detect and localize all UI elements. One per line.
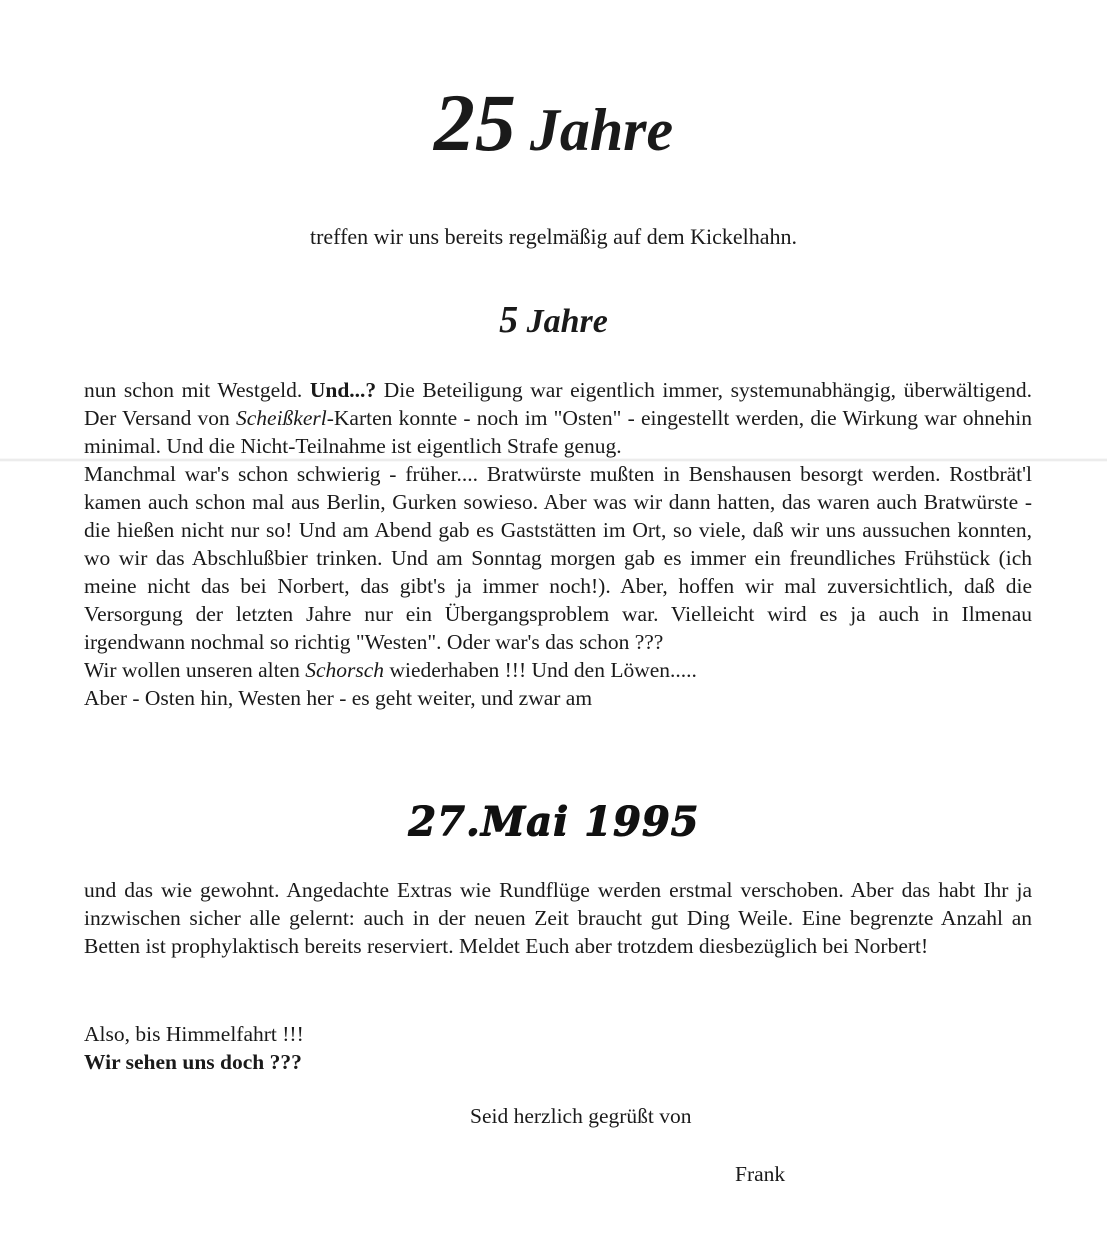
paragraph-1-text-g: Aber - Osten hin, Westen her - es geht weiter, und zwar am <box>84 686 593 710</box>
main-heading-number: 25 <box>433 77 516 168</box>
main-heading <box>0 77 1107 168</box>
paragraph-1-text-b: Die Beteiligung war eigentlich immer, systemunabhängig, überwältigend. Der Versand von <box>84 378 1032 430</box>
second-heading-number: 5 <box>499 299 519 341</box>
subtitle: treffen wir uns bereits regelmäßig auf dem Kickelhahn. <box>309 224 798 249</box>
closing-line-1: Also, bis Himmelfahrt !!! <box>84 1022 304 1046</box>
paragraph-1 <box>84 376 1032 712</box>
paragraph-1-bold-und: Und...? <box>309 378 377 402</box>
closing-line-2: Wir sehen uns doch ??? <box>84 1050 302 1074</box>
paragraph-1-italic-word: Scheißkerl <box>236 406 327 430</box>
main-heading-word: Jahre <box>529 97 674 163</box>
signature: Frank <box>735 1162 786 1186</box>
paragraph-1-italic-schorsch: Schorsch <box>305 658 385 682</box>
paragraph-1-text-d: Manchmal war's schon schwierig - früher.... Bratwürste mußten in Benshausen besorgt werden. Rostbrät'l kamen auch schon mal aus Berlin, Gurken sowieso. Aber was wir dann hatten, das waren auch Bratwürste - die hießen nicht nur so! Und am Abend gab es Gaststätten im Ort, so viele, daß wir uns aussuchen konnten, wo wir das Abschlußbier trinken. Und am Sonntag morgen gab es immer ein freundliches Frühstück (ich meine nicht das bei Norbert, das gibt's ja immer noch!). Aber, hoffen wir mal zuversichtlich, daß die Versorgung der letzten Jahre nur ein Übergangsproblem war. Vielleicht wird es ja auch in Ilmenau irgendwann nochmal so richtig "Westen". Oder war's das schon ??? <box>84 462 1032 654</box>
paragraph-1-text-e: Wir wollen unseren alten <box>84 658 306 682</box>
paragraph-1-text-f: wiederhaben !!! Und den Löwen..... <box>384 658 697 682</box>
greeting: Seid herzlich gegrüßt von <box>470 1104 692 1128</box>
closing-block <box>84 1020 304 1076</box>
second-heading-word: Jahre <box>526 303 608 340</box>
paragraph-2: und das wie gewohnt. Angedachte Extras wie Rundflüge werden erstmal verschoben. Aber das habt Ihr ja inzwischen sicher alle gelernt: auch in der neuen Zeit braucht gut Ding Weile. Eine begrenzte Anzahl an Betten ist prophylaktisch bereits reserviert. Meldet Euch aber trotzdem diesbezüglich bei Norbert! <box>84 878 1032 958</box>
event-date: 27.Mai 1995 <box>407 798 700 845</box>
paragraph-1-text-a: nun schon mit Westgeld. <box>84 378 310 402</box>
second-heading <box>0 298 1107 342</box>
paragraph-1-text-c: -Karten konnte - noch im "Osten" - eingestellt werden, die Wirkung war ohnehin minimal. Und die Nicht-Teilnahme ist eigentlich Strafe genug. <box>84 406 1032 458</box>
